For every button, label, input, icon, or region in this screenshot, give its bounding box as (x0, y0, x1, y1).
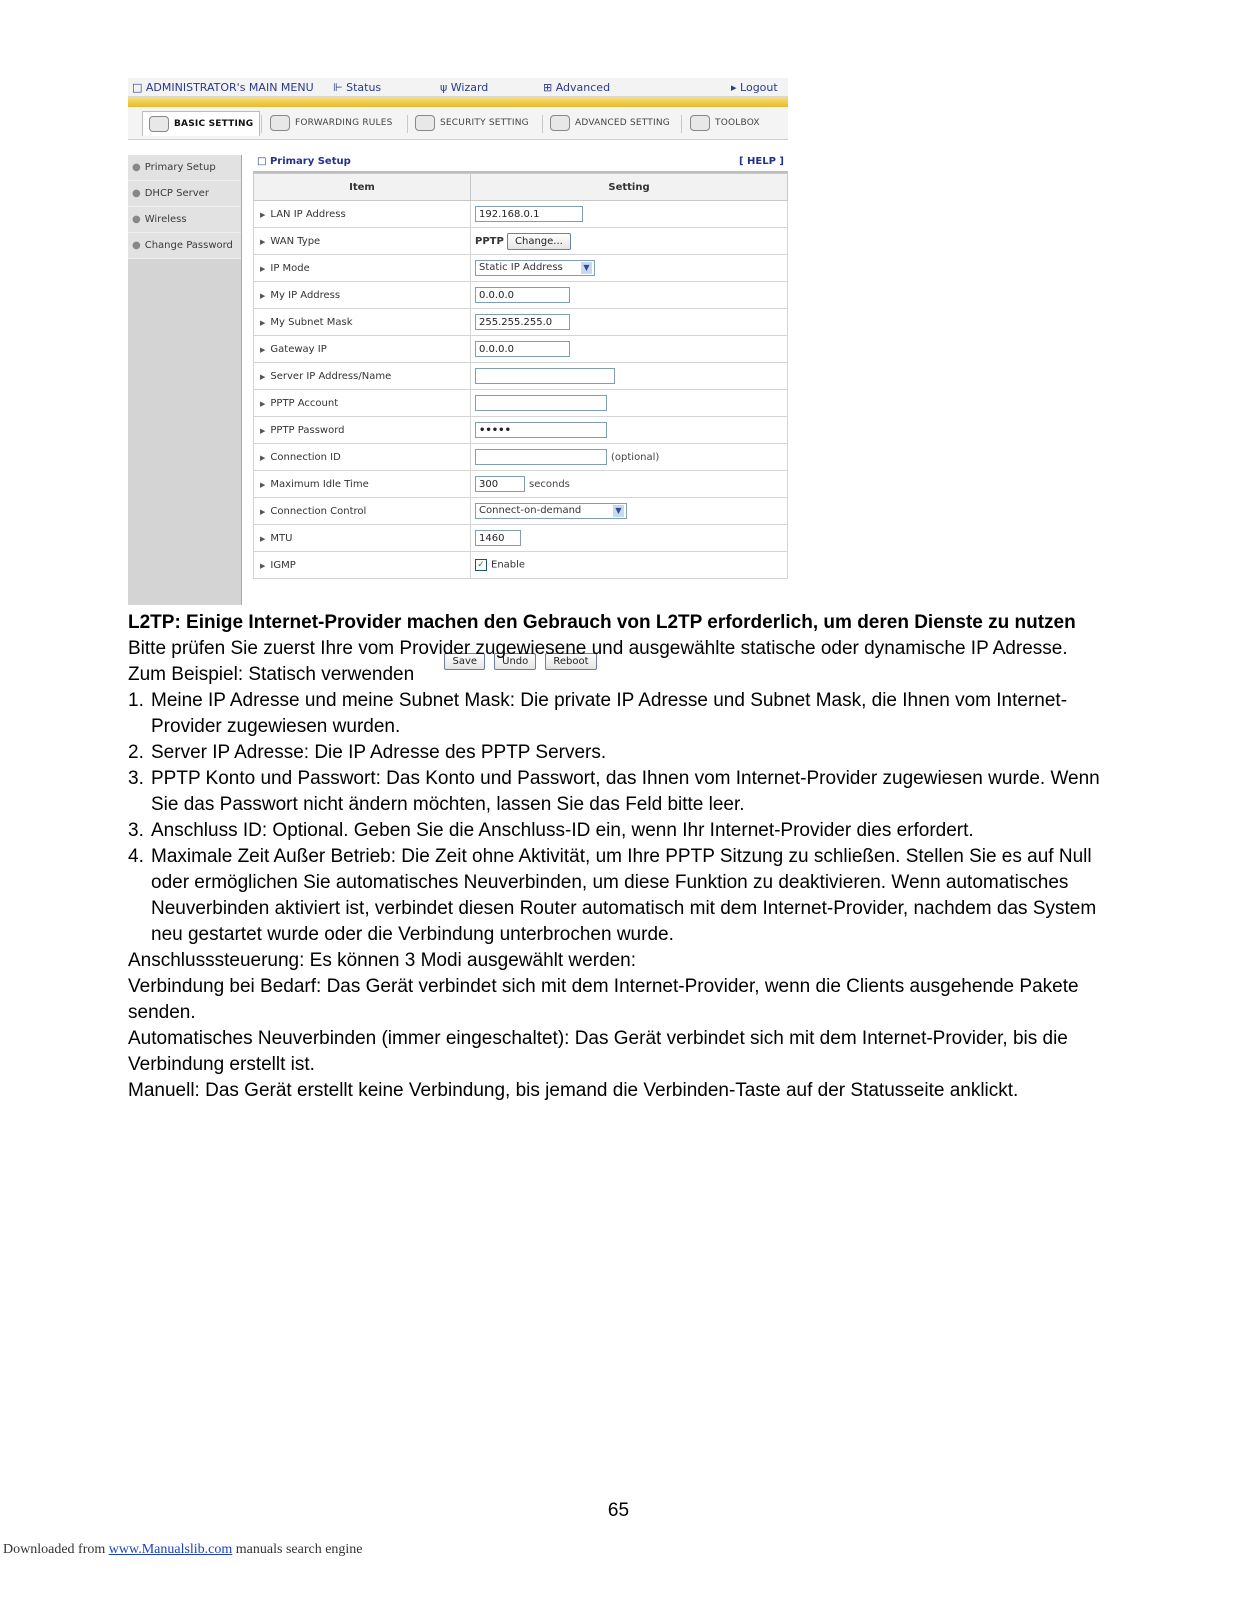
table-row (254, 282, 788, 309)
arrow-icon: ▶ (260, 372, 266, 381)
sidebar-item-change-password[interactable] (128, 233, 241, 259)
tab-separator (407, 115, 408, 133)
status-label: Status (346, 81, 382, 94)
column-header-setting: Setting (471, 174, 788, 201)
row-label (254, 552, 471, 579)
row-label-text: Server IP Address/Name (270, 370, 392, 382)
tab-security-setting[interactable] (415, 111, 529, 135)
row-setting (471, 552, 788, 579)
list-item (128, 818, 1108, 844)
row-label-text: IGMP (270, 559, 296, 571)
sidebar-item-dhcp-server[interactable] (128, 181, 241, 207)
my-ip-input[interactable]: 0.0.0.0 (475, 287, 570, 303)
sidebar-item-wireless[interactable] (128, 207, 241, 233)
arrow-icon: ▶ (260, 291, 266, 300)
connection-control-value: Connect-on-demand (479, 505, 582, 516)
row-label-text: Gateway IP (270, 343, 327, 355)
arrow-icon: ▶ (260, 534, 266, 543)
mode-paragraph: Manuell: Das Gerät erstellt keine Verbindung, bis jemand die Verbinden-Taste auf der Statusseite anklickt. (128, 1080, 1019, 1101)
row-label (254, 390, 471, 417)
row-label-text: LAN IP Address (270, 208, 346, 220)
table-row (254, 390, 788, 417)
settings-table (253, 173, 788, 579)
row-label (254, 201, 471, 228)
main-menu-bar (128, 78, 788, 97)
change-button[interactable]: Change... (507, 233, 571, 250)
panel-title-text: Primary Setup (269, 156, 351, 167)
row-setting (471, 228, 788, 255)
wizard-menu-item[interactable]: ψ Wizard (440, 81, 489, 94)
table-row (254, 201, 788, 228)
intro-paragraph: Bitte prüfen Sie zuerst Ihre vom Provider zugewiesene und ausgewählte statische oder dynamische IP Adresse. (128, 638, 1068, 659)
tab-separator (542, 115, 543, 133)
tab-bar (128, 107, 788, 140)
bullet-icon: ● (132, 162, 141, 173)
row-label-text: MTU (270, 532, 293, 544)
list-text: PPTP Konto und Passwort: Das Konto und Passwort, das Ihnen vom Internet-Provider zugewiesen wurde. Wenn Sie das Passwort nicht ändern möchten, lassen Sie das Feld bitte leer. (151, 768, 1100, 815)
folder-icon (149, 116, 169, 132)
igmp-enable-label: Enable (491, 559, 526, 571)
bullet-icon: ● (132, 214, 141, 225)
list-item (128, 740, 1108, 766)
list-text: Anschluss ID: Optional. Geben Sie die Anschluss-ID ein, wenn Ihr Internet-Provider dies erfordert. (151, 820, 974, 841)
arrow-icon: ▶ (260, 561, 266, 570)
undo-button[interactable]: Undo (494, 653, 536, 670)
footer-suffix: manuals search engine (232, 1542, 363, 1557)
row-setting (471, 336, 788, 363)
list-number: 3. (128, 820, 144, 841)
pptp-password-input[interactable]: ••••• (475, 422, 607, 438)
table-row (254, 228, 788, 255)
tab-label: FORWARDING RULES (295, 118, 393, 128)
arrow-icon: ▶ (260, 345, 266, 354)
table-row (254, 336, 788, 363)
row-setting (471, 309, 788, 336)
arrow-icon: ▶ (260, 453, 266, 462)
tab-separator (261, 115, 262, 133)
row-label (254, 498, 471, 525)
table-row (254, 363, 788, 390)
row-label (254, 363, 471, 390)
advanced-label: Advanced (555, 81, 611, 94)
panel-title: □ Primary Setup (257, 156, 351, 167)
connection-control-select[interactable] (475, 503, 627, 519)
list-number: 3. (128, 768, 144, 789)
arrow-icon: ▶ (260, 426, 266, 435)
sidebar-item-label: Wireless (144, 214, 187, 225)
logout-label: Logout (740, 81, 778, 94)
document-body (128, 610, 1108, 1104)
sidebar-item-label: DHCP Server (144, 188, 209, 199)
list-number: 1. (128, 690, 144, 711)
tab-label: SECURITY SETTING (440, 118, 529, 128)
logout-menu-item[interactable]: ▸ Logout (731, 81, 778, 94)
arrow-icon: ▶ (260, 480, 266, 489)
reboot-button[interactable]: Reboot (545, 653, 596, 670)
panel-header (253, 151, 788, 173)
tab-basic-setting[interactable] (142, 111, 260, 136)
advanced-icon (550, 115, 570, 131)
table-row (254, 498, 788, 525)
row-label-text: Connection ID (270, 451, 341, 463)
server-ip-input[interactable] (475, 368, 615, 384)
arrow-icon: ▶ (260, 237, 266, 246)
row-setting (471, 255, 788, 282)
row-label-text: Maximum Idle Time (270, 478, 369, 490)
list-text: Meine IP Adresse und meine Subnet Mask: Die private IP Adresse und Subnet Mask, die Ihnen vom Internet-Provider zugewiesen wurden. (151, 690, 1068, 737)
tab-separator (681, 115, 682, 133)
sidebar (128, 155, 242, 605)
tab-toolbox[interactable] (690, 111, 760, 135)
row-setting (471, 390, 788, 417)
seconds-unit: seconds (529, 478, 570, 490)
table-row (254, 255, 788, 282)
page-number: 65 (607, 1500, 630, 1521)
row-label (254, 525, 471, 552)
row-setting (471, 525, 788, 552)
table-row (254, 471, 788, 498)
row-label (254, 336, 471, 363)
mode-paragraph: Automatisches Neuverbinden (immer eingeschaltet): Das Gerät verbindet sich mit dem Internet-Provider, bis die Verbindung erstellt ist. (128, 1028, 1068, 1075)
ip-mode-select[interactable] (475, 260, 595, 276)
list-text: Server IP Adresse: Die IP Adresse des PPTP Servers. (151, 742, 607, 763)
igmp-checkbox[interactable]: ✓ (475, 559, 487, 571)
sidebar-item-label: Change Password (144, 240, 233, 251)
status-menu-item[interactable]: ⊩ Status (333, 81, 382, 94)
chevron-down-icon: ▼ (581, 262, 592, 274)
row-label-text: My Subnet Mask (270, 316, 353, 328)
row-setting (471, 498, 788, 525)
optional-note: (optional) (611, 451, 660, 463)
mtu-input[interactable]: 1460 (475, 530, 521, 546)
row-label-text: IP Mode (270, 262, 310, 274)
row-label (254, 255, 471, 282)
lan-ip-input[interactable]: 192.168.0.1 (475, 206, 583, 222)
gold-divider (128, 97, 788, 107)
row-setting (471, 444, 788, 471)
forwarding-icon (270, 115, 290, 131)
arrow-icon: ▶ (260, 264, 266, 273)
wan-type-value: PPTP (475, 235, 504, 247)
connection-id-input[interactable] (475, 449, 607, 465)
arrow-icon: ▶ (260, 507, 266, 516)
idle-time-input[interactable]: 300 (475, 476, 525, 492)
wizard-label: Wizard (450, 81, 489, 94)
row-setting (471, 417, 788, 444)
sidebar-item-primary-setup[interactable] (128, 155, 241, 181)
table-row (254, 525, 788, 552)
row-label (254, 444, 471, 471)
manualslib-link[interactable]: www.Manualslib.com (108, 1542, 233, 1557)
arrow-icon: ▶ (260, 210, 266, 219)
table-row (254, 552, 788, 579)
row-label (254, 309, 471, 336)
advanced-menu-item[interactable]: ⊞ Advanced (543, 81, 611, 94)
list-text: Maximale Zeit Außer Betrieb: Die Zeit ohne Aktivität, um Ihre PPTP Sitzung zu schließen. Stellen Sie es auf Null oder ermöglichen Sie automatisches Neuverbinden, um diese Funktion zu deaktivieren. Wenn automatisches Neuverbinden aktiviert ist, verbindet diesen Router automatisch mit dem Internet-Provider, nachdem das System neu gestartet wurde oder die Verbindung unterbrochen wurde. (151, 846, 1097, 945)
steps-list (128, 688, 1108, 948)
row-label-text: Connection Control (270, 505, 367, 517)
section-heading: L2TP: Einige Internet-Provider machen den Gebrauch von L2TP erforderlich, um deren Dienste zu nutzen (128, 612, 1076, 633)
tab-advanced-setting[interactable] (550, 111, 670, 135)
row-setting (471, 363, 788, 390)
list-item (128, 688, 1108, 740)
bullet-icon: ● (132, 240, 141, 251)
footer (3, 1542, 363, 1558)
example-line: Zum Beispiel: Statisch verwenden (128, 664, 415, 685)
chevron-down-icon: ▼ (613, 505, 624, 517)
ip-mode-value: Static IP Address (479, 262, 563, 273)
table-row (254, 309, 788, 336)
mode-paragraph: Verbindung bei Bedarf: Das Gerät verbindet sich mit dem Internet-Provider, wenn die Clients ausgehende Pakete senden. (128, 976, 1079, 1023)
list-item (128, 844, 1108, 948)
sidebar-item-label: Primary Setup (144, 162, 216, 173)
control-paragraph: Anschlusssteuerung: Es können 3 Modi ausgewählt werden: (128, 950, 637, 971)
row-setting (471, 471, 788, 498)
gateway-ip-input[interactable]: 0.0.0.0 (475, 341, 570, 357)
row-label-text: PPTP Password (270, 424, 345, 436)
table-header-row (254, 174, 788, 201)
list-number: 4. (128, 846, 144, 867)
list-item (128, 766, 1108, 818)
arrow-icon: ▶ (260, 399, 266, 408)
pptp-account-input[interactable] (475, 395, 607, 411)
bullet-icon: ● (132, 188, 141, 199)
save-button[interactable]: Save (444, 653, 485, 670)
arrow-icon: ▶ (260, 318, 266, 327)
table-row (254, 417, 788, 444)
row-label (254, 471, 471, 498)
list-number: 2. (128, 742, 144, 763)
table-row (254, 444, 788, 471)
row-label-text: My IP Address (270, 289, 341, 301)
row-label (254, 228, 471, 255)
subnet-mask-input[interactable]: 255.255.255.0 (475, 314, 570, 330)
toolbox-icon (690, 115, 710, 131)
help-link[interactable]: [ HELP ] (738, 156, 784, 167)
row-label (254, 282, 471, 309)
row-setting (471, 282, 788, 309)
main-menu-item[interactable]: □ ADMINISTRATOR's MAIN MENU (132, 81, 314, 94)
row-label-text: WAN Type (270, 235, 321, 247)
tab-label: ADVANCED SETTING (575, 118, 670, 128)
row-label-text: PPTP Account (270, 397, 339, 409)
tab-forwarding-rules[interactable] (270, 111, 393, 135)
security-icon (415, 115, 435, 131)
column-header-item: Item (254, 174, 471, 201)
main-menu-label: ADMINISTRATOR's MAIN MENU (145, 81, 314, 94)
row-label (254, 417, 471, 444)
row-setting (471, 201, 788, 228)
tab-label: TOOLBOX (715, 118, 760, 128)
footer-prefix: Downloaded from (3, 1542, 109, 1557)
tab-label: BASIC SETTING (174, 119, 254, 129)
